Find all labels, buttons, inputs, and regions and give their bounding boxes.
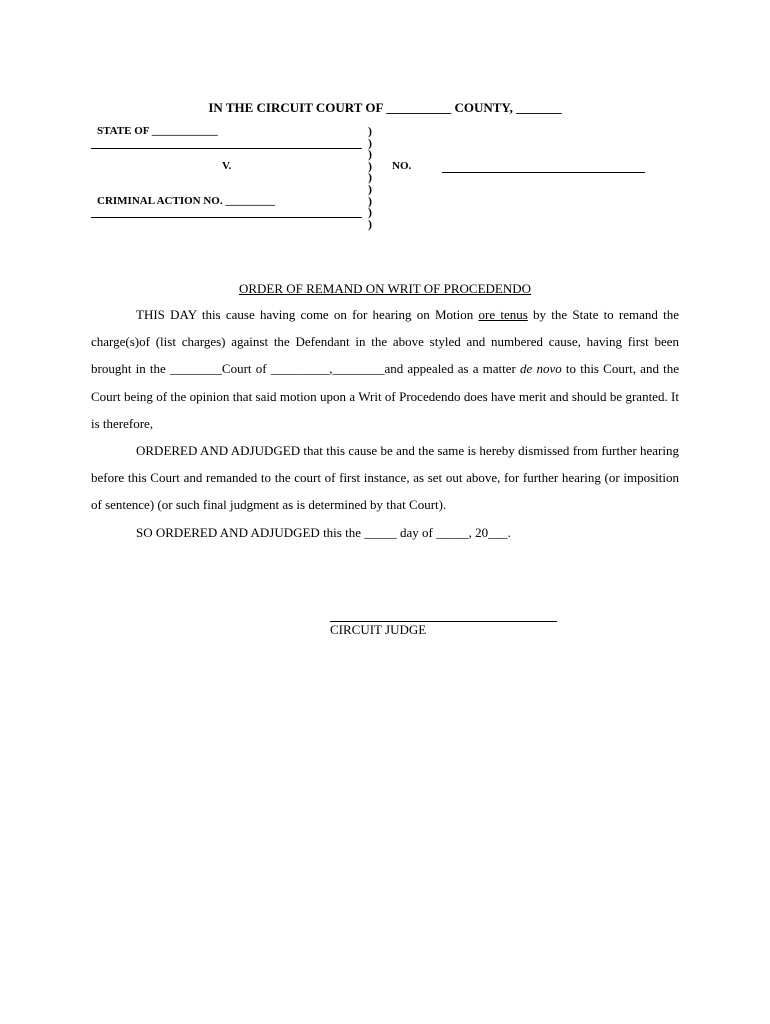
party-name-rule-1 (91, 148, 362, 149)
criminal-action-line: CRIMINAL ACTION NO. _________ (97, 195, 275, 207)
order-body (91, 301, 679, 546)
case-no-rule (442, 172, 645, 173)
state-of-line: STATE OF ____________ (97, 125, 218, 137)
paragraph-1-part-a: THIS DAY this cause having come on for hearing on Motion (136, 307, 479, 322)
ore-tenus-term: ore tenus (478, 307, 528, 322)
paragraph-2: ORDERED AND ADJUDGED that this cause be and the same is hereby dismissed from further hearing before this Court and remanded to the court of first instance, as set out above, for further hearing (or imposition of sentence) (or such final judgment as is determined by that Court). (91, 443, 679, 513)
paragraph-1-part-c: to this Court, and the Court being of the opinion that said motion upon a Writ of Procedendo does have merit and should be granted. It is therefore, (91, 361, 679, 431)
versus-label: V. (222, 160, 232, 172)
paragraph-3: SO ORDERED AND ADJUDGED this the _____ day of _____, 20___. (136, 524, 511, 540)
de-novo-term: de novo (520, 361, 562, 377)
paragraph-1 (91, 301, 679, 437)
case-no-label: NO. (392, 160, 412, 172)
signature-label: CIRCUIT JUDGE (330, 622, 427, 637)
paragraph-1-part-b: by the State to remand the charge(s)of (list charges) against the Defendant in the above styled and numbered cause, having first been brought in the ________Court of _________,________and appealed as a matter (91, 307, 680, 377)
party-name-rule-2 (91, 217, 362, 218)
order-title: ORDER OF REMAND ON WRIT OF PROCEDENDO (238, 281, 532, 296)
caption-parentheses: ) ) ) ) ) ) ) ) ) (368, 124, 372, 231)
court-title: IN THE CIRCUIT COURT OF __________ COUNTY, _______ (208, 100, 562, 115)
